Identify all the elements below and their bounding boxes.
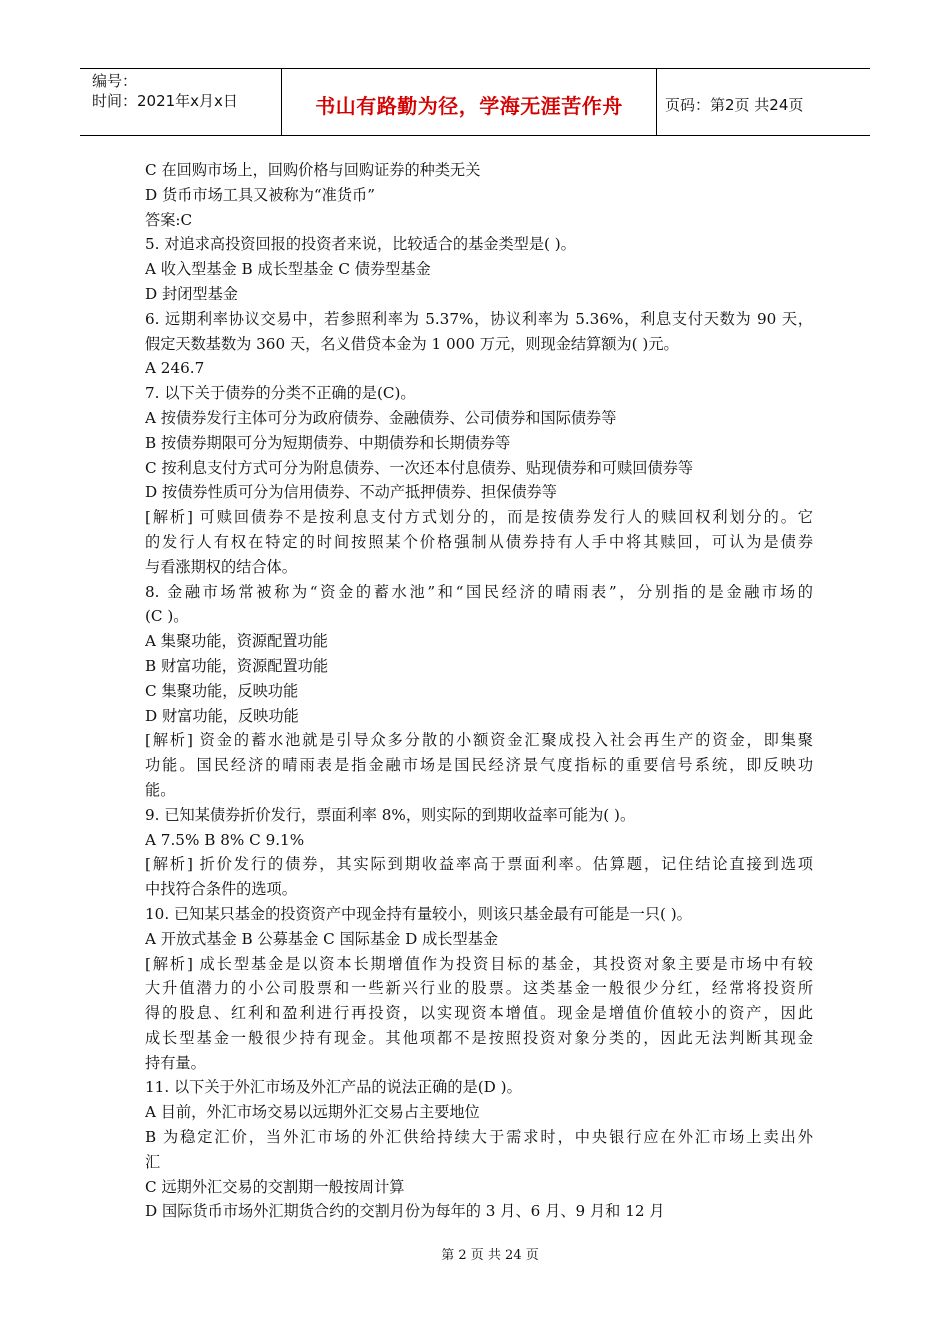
text-line: D 货币市场工具又被称为“准货币” (145, 185, 375, 204)
text-line: 答案:C (145, 210, 193, 229)
text-line: 持有量。 (145, 1053, 206, 1072)
text-line: 的发行人有权在特定的时间按照某个价格强制从债券持有人手中将其赎回，可认为是债券 (145, 532, 813, 551)
text-line: A 收入型基金 B 成长型基金 C 债券型基金 (145, 260, 431, 279)
text-line: C 远期外汇交易的交割期一般按周计算 (145, 1177, 405, 1196)
text-line: 6. 远期利率协议交易中，若参照利率为 5.37%，协议利率为 5.36%，利息支付天数为 90 天， (145, 309, 813, 328)
text-line: [解析] 可赎回债券不是按利息支付方式划分的，而是按债券发行人的赎回权利划分的。它 (145, 508, 813, 527)
header-page-info-cell (657, 69, 870, 135)
text-line: 中找符合条件的选项。 (145, 880, 297, 899)
text-line: 假定天数基数为 360 天，名义借贷本金为 1 000 万元，则现金结算额为( )元。 (145, 334, 679, 353)
text-line: A 7.5% B 8% C 9.1% (145, 830, 305, 849)
text-line: 汇 (145, 1152, 161, 1171)
text-line: D 国际货币市场外汇期货合约的交割月份为每年的 3 月、6 月、9 月和 12 月 (145, 1202, 665, 1221)
text-line: A 按债券发行主体可分为政府债券、金融债券、公司债券和国际债券等 (145, 408, 617, 427)
text-line: 11. 以下关于外汇市场及外汇产品的说法正确的是(D )。 (145, 1078, 522, 1097)
text-line: A 集聚功能，资源配置功能 (145, 632, 328, 651)
text-line: A 246.7 (145, 359, 205, 378)
text-line: 功能。国民经济的晴雨表是指金融市场是国民经济景气度指标的重要信号系统，即反映功 (145, 756, 813, 775)
footer-page-number: 第 2 页 共 24 页 (441, 1248, 539, 1263)
text-line: C 在回购市场上，回购价格与回购证券的种类无关 (145, 161, 481, 179)
header-motto-cell (282, 69, 657, 135)
text-line: 与看涨期权的结合体。 (145, 557, 297, 576)
text-line: 10. 已知某只基金的投资资产中现金持有量较小，则该只基金最有可能是一只( )。 (145, 904, 692, 923)
text-line: B 为稳定汇价，当外汇市场的外汇供给持续大于需求时，中央银行应在外汇市场上卖出外 (145, 1128, 813, 1147)
text-line: B 财富功能，资源配置功能 (145, 656, 329, 675)
text-line: (C )。 (145, 607, 189, 626)
page-info-text: 页码：第2页 共24页 (665, 95, 804, 114)
motto-text: 书山有路勤为径，学海无涯苦作舟 (315, 93, 623, 118)
date-label: 时间：2021年x月x日 (92, 92, 238, 110)
text-line: A 开放式基金 B 公募基金 C 国际基金 D 成长型基金 (145, 929, 499, 948)
document-body (145, 158, 813, 1224)
serial-number-label: 编号： (92, 72, 138, 90)
text-line: [解析] 成长型基金是以资本长期增值作为投资目标的基金，其投资对象主要是市场中有较 (145, 954, 813, 973)
text-line: D 财富功能，反映功能 (145, 706, 299, 725)
text-line: C 按利息支付方式可分为附息债券、一次还本付息债券、贴现债券和可赎回债券等 (145, 458, 694, 477)
text-line: 7. 以下关于债券的分类不正确的是(C)。 (145, 384, 416, 403)
page-footer (0, 1244, 950, 1263)
text-line: C 集聚功能，反映功能 (145, 681, 299, 700)
text-line: D 封闭型基金 (145, 284, 238, 303)
text-line: 得的股息、红利和盈利进行再投资，以实现资本增值。现金是增值价值较小的资产，因此 (145, 1004, 813, 1023)
text-line: [解析] 资金的蓄水池就是引导众多分散的小额资金汇聚成投入社会再生产的资金，即集聚 (145, 731, 813, 750)
text-line: 5. 对追求高投资回报的投资者来说，比较适合的基金类型是( )。 (145, 235, 576, 254)
text-line: [解析] 折价发行的债券，其实际到期收益率高于票面利率。估算题，记住结论直接到选项 (145, 855, 813, 874)
text-line: 8. 金融市场常被称为“资金的蓄水池”和“国民经济的晴雨表”，分别指的是金融市场的 (145, 582, 813, 601)
text-line: 成长型基金一般很少持有现金。其他项都不是按照投资对象分类的，因此无法判断其现金 (145, 1028, 813, 1047)
page-header (80, 68, 870, 136)
text-line: B 按债券期限可分为短期债券、中期债券和长期债券等 (145, 433, 511, 452)
header-meta (80, 69, 282, 135)
text-line: 能。 (145, 780, 176, 799)
text-line: 9. 已知某债券折价发行，票面利率 8%，则实际的到期收益率可能为( )。 (145, 805, 636, 824)
text-line: D 按债券性质可分为信用债券、不动产抵押债券、担保债券等 (145, 483, 557, 502)
text-line: A 目前，外汇市场交易以远期外汇交易占主要地位 (145, 1103, 480, 1122)
text-line: 大升值潜力的小公司股票和一些新兴行业的股票。这类基金一般很少分红，经常将投资所 (145, 979, 813, 998)
